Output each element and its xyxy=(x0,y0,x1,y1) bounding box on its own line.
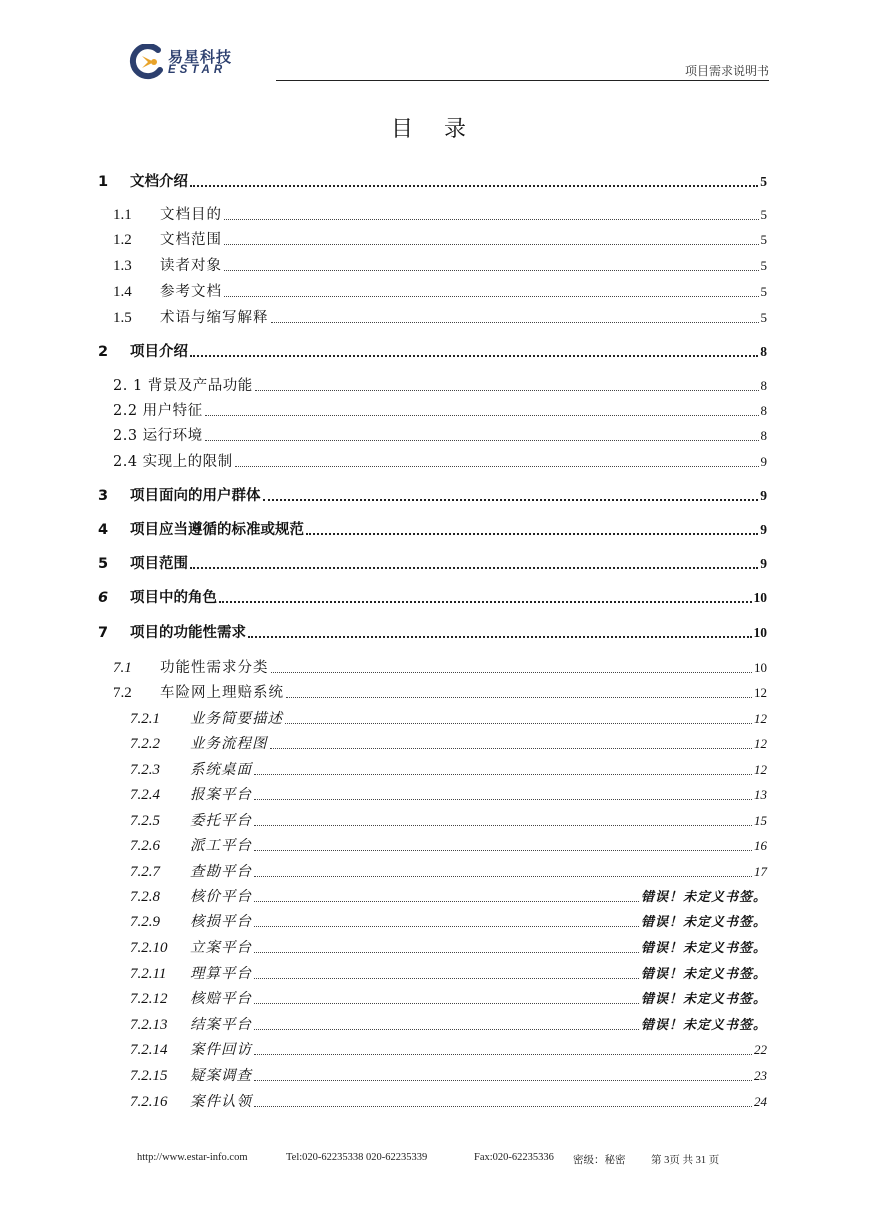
toc-entry-number: 7.2.15 xyxy=(130,1068,168,1084)
toc-entry[interactable] xyxy=(98,518,767,539)
toc-entry-title: 案件认领 xyxy=(190,1094,252,1110)
toc-leader-dots xyxy=(254,901,639,902)
footer-url[interactable]: http://www.estar-info.com xyxy=(137,1152,248,1163)
toc-entry-number: 7.2.10 xyxy=(130,940,168,956)
toc-entry-page: 10 xyxy=(754,660,767,675)
toc-entry[interactable] xyxy=(113,306,767,327)
toc-entry-number: 1.2 xyxy=(113,232,132,248)
toc-entry-title: 理算平台 xyxy=(190,966,252,982)
toc-entry-title: 文档目的 xyxy=(160,207,222,223)
toc-entry-page: 12 xyxy=(754,711,767,726)
toc-leader-dots xyxy=(254,1054,752,1055)
toc-entry-page: 错误！未定义书签。 xyxy=(640,915,767,930)
toc-leader-dots xyxy=(286,697,752,698)
toc-entry-page: 12 xyxy=(754,685,767,700)
toc-entry-title: 委托平台 xyxy=(190,813,252,829)
toc-entry-number: 7.2.5 xyxy=(130,813,160,829)
toc-entry-title: 业务流程图 xyxy=(190,736,268,752)
toc-entry-number: 1.3 xyxy=(113,258,132,274)
toc-entry[interactable] xyxy=(130,783,767,804)
toc-leader-dots xyxy=(254,1106,752,1107)
toc-entry[interactable] xyxy=(130,809,767,830)
toc-entry-page: 9 xyxy=(760,522,767,537)
toc-entry-title: 2. 1 背景及产品功能 xyxy=(113,378,253,394)
toc-entry-page: 15 xyxy=(754,813,767,828)
toc-entry-page: 13 xyxy=(754,787,767,802)
toc-entry-page: 错误！未定义书签。 xyxy=(640,967,767,982)
toc-entry[interactable] xyxy=(130,1064,767,1085)
toc-entry-number: 1.5 xyxy=(113,310,132,326)
toc-entry-page: 5 xyxy=(760,232,767,247)
toc-entry-page: 8 xyxy=(760,403,767,418)
toc-entry-number: 7.2.14 xyxy=(130,1042,168,1058)
toc-leader-dots xyxy=(205,440,759,441)
toc-leader-dots xyxy=(254,774,752,775)
toc-entry-page: 错误！未定义书签。 xyxy=(640,941,767,956)
page-header xyxy=(0,0,869,90)
toc-entry-number: 2 xyxy=(98,344,109,360)
toc-entry-title: 项目面向的用户群体 xyxy=(130,488,261,504)
header-divider xyxy=(276,80,769,81)
logo-text-cn: 易星科技 xyxy=(168,48,233,66)
toc-entry-number: 5 xyxy=(98,556,109,572)
toc-entry[interactable] xyxy=(98,552,767,573)
toc-leader-dots xyxy=(224,296,759,297)
toc-entry-title: 结案平台 xyxy=(190,1017,252,1033)
toc-entry[interactable] xyxy=(130,1090,767,1111)
toc-entry-page: 9 xyxy=(760,454,767,469)
toc-leader-dots xyxy=(254,850,752,851)
toc-entry[interactable] xyxy=(130,936,767,957)
toc-entry[interactable] xyxy=(98,586,767,607)
toc-entry-title: 参考文档 xyxy=(160,284,222,300)
toc-entry-title: 项目介绍 xyxy=(130,344,188,360)
toc-entry[interactable] xyxy=(130,962,767,983)
toc-entry[interactable] xyxy=(130,732,767,753)
toc-leader-dots xyxy=(235,466,759,467)
toc-entry-page: 9 xyxy=(760,556,767,571)
toc-entry-title: 核损平台 xyxy=(190,914,252,930)
toc-entry-number: 7.2.6 xyxy=(130,838,160,854)
toc-entry-page: 5 xyxy=(760,207,767,222)
toc-entry-page: 5 xyxy=(760,310,767,325)
toc-entry-page: 16 xyxy=(754,838,767,853)
toc-leader-dots xyxy=(263,499,759,501)
toc-entry-title: 查勘平台 xyxy=(190,864,252,880)
toc-entry-number: 7 xyxy=(98,625,109,641)
toc-entry-page: 9 xyxy=(760,488,767,503)
toc-entry-page: 10 xyxy=(753,590,767,605)
toc-entry-number: 6 xyxy=(98,590,109,606)
toc-entry-page: 23 xyxy=(754,1068,767,1083)
toc-entry[interactable] xyxy=(130,834,767,855)
toc-entry-page: 17 xyxy=(754,864,767,879)
toc-entry[interactable] xyxy=(98,621,767,642)
toc-entry-page: 错误！未定义书签。 xyxy=(640,890,767,905)
toc-leader-dots xyxy=(254,926,639,927)
toc-entry-page: 5 xyxy=(760,258,767,273)
toc-entry-page: 5 xyxy=(760,284,767,299)
company-logo xyxy=(128,44,258,80)
toc-leader-dots xyxy=(254,799,752,800)
toc-entry-page: 8 xyxy=(760,378,767,393)
toc-leader-dots xyxy=(254,952,639,953)
toc-entry[interactable] xyxy=(113,203,767,224)
toc-entry-title: 系统桌面 xyxy=(190,762,252,778)
toc-entry-number: 1.4 xyxy=(113,284,132,300)
toc-entry[interactable] xyxy=(98,170,767,191)
toc-entry-page: 错误！未定义书签。 xyxy=(640,1018,767,1033)
toc-entry[interactable] xyxy=(113,228,767,249)
toc-leader-dots xyxy=(224,219,759,220)
footer-tel: Tel:020-62235338 020-62235339 xyxy=(286,1152,428,1163)
toc-entry[interactable] xyxy=(113,399,767,420)
toc-entry[interactable] xyxy=(130,707,767,728)
toc-entry-title: 核赔平台 xyxy=(190,991,252,1007)
toc-entry-number: 4 xyxy=(98,522,109,538)
toc-entry-title: 文档介绍 xyxy=(130,174,188,190)
toc-entry-number: 7.2.11 xyxy=(130,966,167,982)
toc-leader-dots xyxy=(248,636,752,638)
footer-secret: 密级：秘密 xyxy=(573,1155,626,1166)
toc-entry-title: 立案平台 xyxy=(190,940,252,956)
toc-title: 目 录 xyxy=(391,117,478,142)
toc-entry[interactable] xyxy=(113,280,767,301)
toc-entry-number: 7.2.1 xyxy=(130,711,160,727)
document-name: 项目需求说明书 xyxy=(684,64,769,78)
toc-entry[interactable] xyxy=(130,910,767,931)
toc-leader-dots xyxy=(205,415,759,416)
toc-entry[interactable] xyxy=(98,340,767,361)
logo-text-en: ESTAR xyxy=(168,64,227,76)
toc-leader-dots xyxy=(190,355,758,357)
toc-entry-number: 7.2.13 xyxy=(130,1017,168,1033)
toc-entry[interactable] xyxy=(130,885,767,906)
toc-leader-dots xyxy=(254,1080,752,1081)
toc-entry-number: 7.2.9 xyxy=(130,914,160,930)
toc-entry[interactable] xyxy=(113,424,767,445)
toc-entry-number: 7.2.12 xyxy=(130,991,168,1007)
toc-leader-dots xyxy=(224,270,759,271)
toc-entry-title: 案件回访 xyxy=(190,1042,252,1058)
toc-leader-dots xyxy=(190,185,758,187)
toc-leader-dots xyxy=(254,1003,639,1004)
toc-entry-number: 7.2.4 xyxy=(130,787,160,803)
toc-entry[interactable] xyxy=(98,484,767,505)
toc-entry-number: 7.2.7 xyxy=(130,864,160,880)
toc-leader-dots xyxy=(285,723,752,724)
toc-entry[interactable] xyxy=(113,254,767,275)
toc-entry-page: 5 xyxy=(760,174,767,189)
toc-entry[interactable] xyxy=(113,374,767,395)
toc-entry-title: 核价平台 xyxy=(190,889,252,905)
toc-leader-dots xyxy=(306,533,758,535)
toc-entry-number: 7.2.2 xyxy=(130,736,160,752)
toc-entry[interactable] xyxy=(113,656,767,677)
toc-entry-page: 22 xyxy=(754,1042,767,1057)
toc-entry-title: 项目应当遵循的标准或规范 xyxy=(130,522,304,538)
toc-leader-dots xyxy=(270,748,753,749)
toc-entry-page: 10 xyxy=(753,625,767,640)
toc-leader-dots xyxy=(254,978,639,979)
toc-leader-dots xyxy=(254,825,752,826)
toc-leader-dots xyxy=(254,1029,639,1030)
toc-entry-page: 12 xyxy=(754,762,767,777)
toc-leader-dots xyxy=(255,390,759,391)
toc-entry-title: 术语与缩写解释 xyxy=(160,310,269,326)
toc-entry-title: 2.3 运行环境 xyxy=(113,428,203,444)
toc-leader-dots xyxy=(271,322,759,323)
toc-entry-title: 疑案调查 xyxy=(190,1068,252,1084)
toc-entry-title: 业务简要描述 xyxy=(190,711,283,727)
toc-entry[interactable] xyxy=(130,860,767,881)
toc-entry-title: 读者对象 xyxy=(160,258,222,274)
toc-entry-title: 2.2 用户特征 xyxy=(113,403,203,419)
toc-entry[interactable] xyxy=(130,1013,767,1034)
toc-entry-number: 1.1 xyxy=(113,207,132,223)
toc-leader-dots xyxy=(224,244,759,245)
toc-leader-dots xyxy=(271,672,753,673)
footer-page-info: 第 3页 共 31 页 xyxy=(651,1155,720,1166)
toc-entry-title: 功能性需求分类 xyxy=(160,660,269,676)
toc-entry-number: 7.2.8 xyxy=(130,889,160,905)
estar-logo-icon xyxy=(128,44,168,80)
toc-entry-number: 7.1 xyxy=(113,660,132,676)
toc-entry-number: 7.2.16 xyxy=(130,1094,168,1110)
toc-entry-page: 错误！未定义书签。 xyxy=(640,992,767,1007)
toc-entry[interactable] xyxy=(130,758,767,779)
toc-leader-dots xyxy=(254,876,752,877)
toc-entry-number: 7.2 xyxy=(113,685,132,701)
toc-leader-dots xyxy=(219,601,752,603)
toc-leader-dots xyxy=(190,567,758,569)
toc-entry[interactable] xyxy=(130,987,767,1008)
toc-entry-title: 派工平台 xyxy=(190,838,252,854)
toc-entry-page: 8 xyxy=(760,344,767,359)
toc-entry-page: 8 xyxy=(760,428,767,443)
toc-entry-title: 2.4 实现上的限制 xyxy=(113,454,233,470)
toc-entry-title: 车险网上理赔系统 xyxy=(160,685,284,701)
toc-entry-title: 项目的功能性需求 xyxy=(130,625,246,641)
toc-entry-number: 1 xyxy=(98,174,109,190)
toc-entry-page: 24 xyxy=(754,1094,767,1109)
toc-entry[interactable] xyxy=(113,681,767,702)
toc-entry-title: 项目范围 xyxy=(130,556,188,572)
footer-fax: Fax:020-62235336 xyxy=(474,1152,554,1163)
toc-entry-title: 项目中的角色 xyxy=(130,590,217,606)
toc-entry-title: 文档范围 xyxy=(160,232,222,248)
toc-entry[interactable] xyxy=(130,1038,767,1059)
toc-entry-page: 12 xyxy=(754,736,767,751)
toc-entry[interactable] xyxy=(113,450,767,471)
toc-entry-title: 报案平台 xyxy=(190,787,252,803)
toc-entry-number: 7.2.3 xyxy=(130,762,160,778)
toc-entry-number: 3 xyxy=(98,488,109,504)
